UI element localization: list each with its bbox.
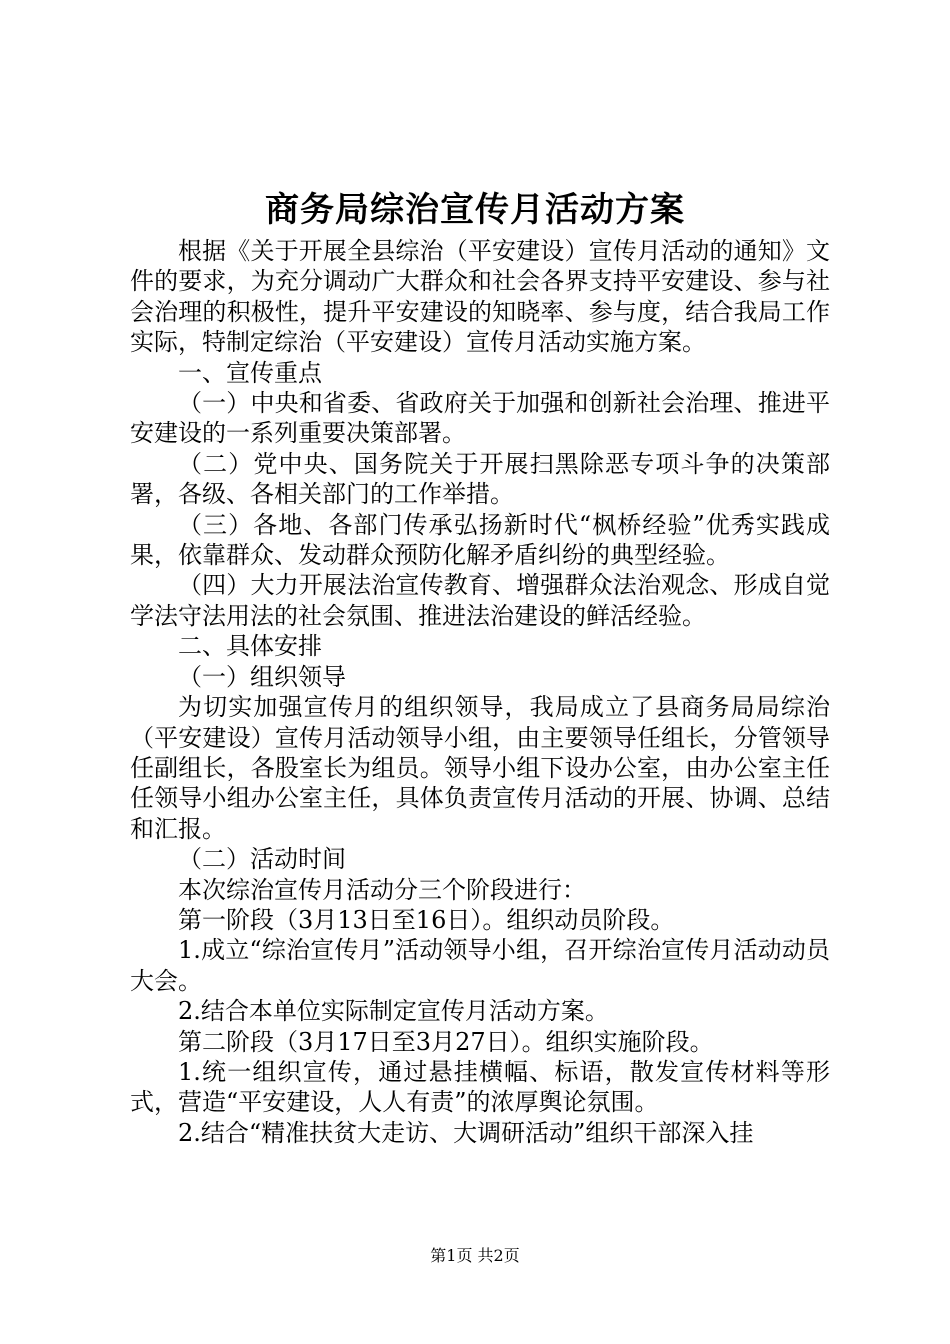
paragraph-item: 本次综治宣传月活动分三个阶段进行： (178, 875, 586, 904)
paragraph-item: （三）各地、各部门传承弘扬新时代“枫桥经验”优秀实践成果，依靠群众、发动群众预防化解矛盾纠纷的典型经验。 (130, 510, 830, 570)
paragraph-item: 2.结合“精准扶贫大走访、大调研活动”组织干部深入挂 (178, 1118, 754, 1147)
paragraph-item: （一）中央和省委、省政府关于加强和创新社会治理、推进平安建设的一系列重要决策部署。 (130, 389, 830, 448)
paragraph-item: 为切实加强宣传月的组织领导，我局成立了县商务局局综治（平安建设）宣传月活动领导小组，由主要领导任组长，分管领导任副组长，各股室长为组员。领导小组下设办公室，由办公室主任任领导小组办公室主任，具体负责宣传月活动的开展、协调、总结和汇报。 (130, 693, 830, 843)
paragraph-item: 第二阶段（3月17日至3月27日）。组织实施阶段。 (178, 1027, 714, 1056)
subsection-heading: （一）组织领导 (178, 662, 346, 691)
paragraph-item: （四）大力开展法治宣传教育、增强群众法治观念、形成自觉学法守法用法的社会氛围、推进法治建设的鲜活经验。 (130, 571, 830, 630)
document-body (130, 236, 830, 1148)
page-footer: 第1页 共2页 (430, 1246, 520, 1265)
subsection-heading: （二）活动时间 (178, 845, 346, 874)
document-title: 商务局综治宣传月活动方案 (265, 190, 685, 230)
paragraph-item: 1.统一组织宣传，通过悬挂横幅、标语，散发宣传材料等形式，营造“平安建设，人人有责”的浓厚舆论氛围。 (130, 1057, 830, 1117)
section-heading-2: 二、具体安排 (178, 632, 322, 661)
paragraph-item: 1.成立“综治宣传月”活动领导小组，召开综治宣传月活动动员大会。 (130, 936, 830, 995)
paragraph-item: （二）党中央、国务院关于开展扫黑除恶专项斗争的决策部署，各级、各相关部门的工作举措。 (130, 449, 830, 509)
paragraph-intro: 根据《关于开展全县综治（平安建设）宣传月活动的通知》文件的要求，为充分调动广大群众和社会各界支持平安建设、参与社会治理的积极性，提升平安建设的知晓率、参与度，结合我局工作实际，特制定综治（平安建设）宣传月活动实施方案。 (130, 237, 830, 357)
section-heading-1: 一、宣传重点 (178, 358, 322, 387)
paragraph-item: 第一阶段（3月13日至16日）。组织动员阶段。 (178, 905, 675, 934)
paragraph-item: 2.结合本单位实际制定宣传月活动方案。 (178, 997, 609, 1026)
